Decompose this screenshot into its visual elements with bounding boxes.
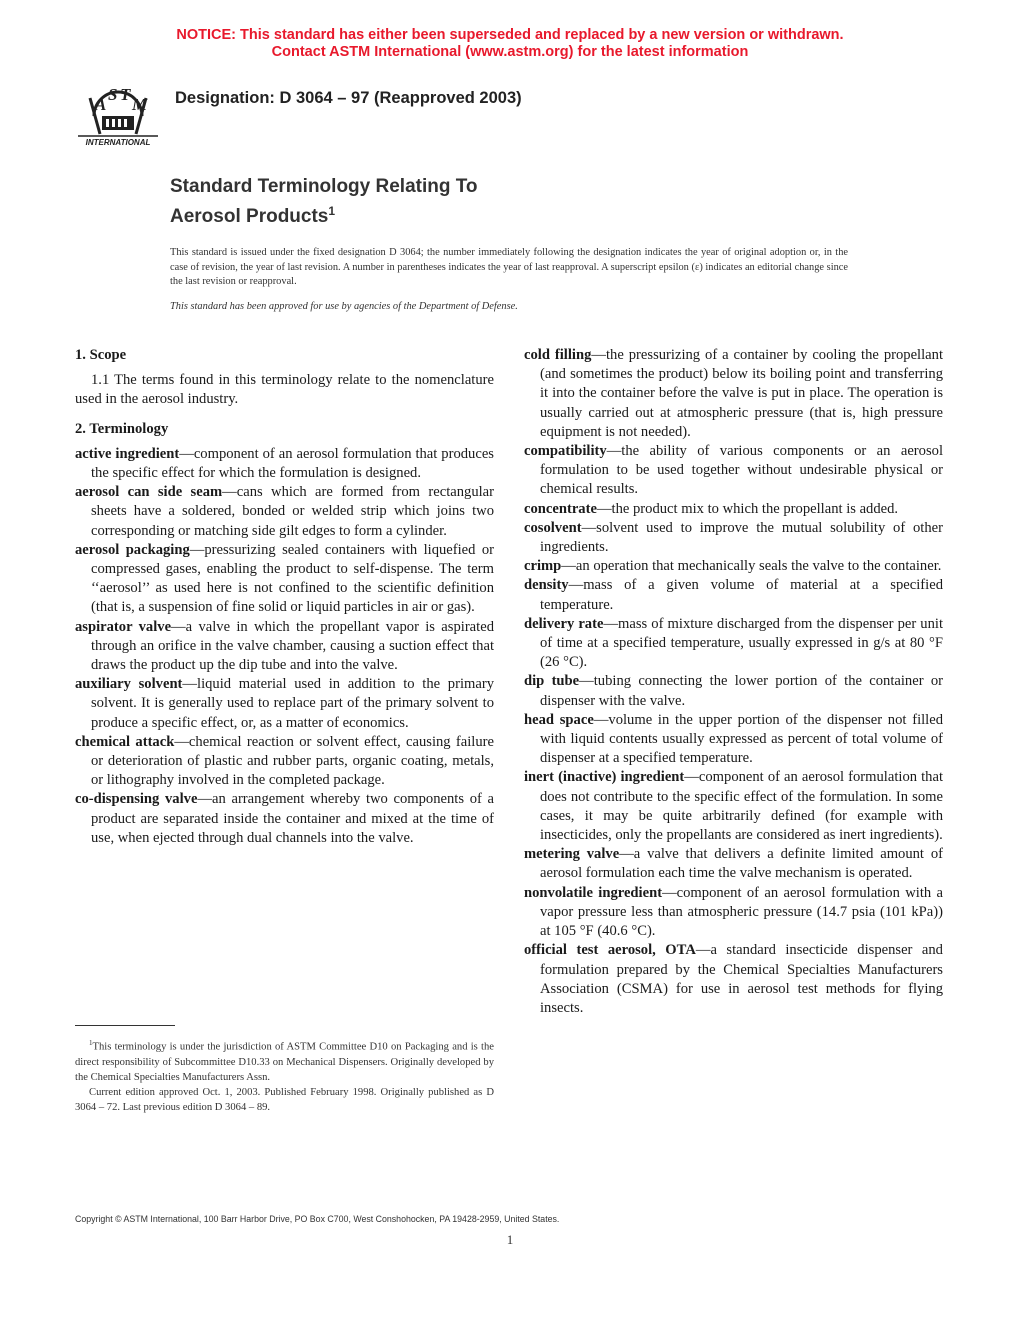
svg-text:S: S (108, 85, 118, 104)
svg-text:T: T (120, 85, 131, 104)
term-entry (524, 346, 943, 442)
term-definition: —the product mix to which the propellant is added. (596, 500, 899, 517)
footnote-text-2: Current edition approved Oct. 1, 2003. Published February 1998. Originally published as D 3064 – 72. Last previous edition D 3064 – 89. (75, 1086, 494, 1113)
term-name: chemical attack (75, 733, 175, 750)
svg-text:M: M (132, 95, 148, 114)
term-entry (524, 576, 943, 614)
svg-text:A: A (95, 95, 107, 114)
term-definition: —chemical reaction or solvent effect, causing failure or deterioration of plastic and rubber parts, organic coating, metals, or lithography involved in the completed package. (91, 733, 494, 789)
terminology-heading: 2. Terminology (75, 420, 169, 437)
copyright-line: Copyright © ASTM International, 100 Barr Harbor Drive, PO Box C700, West Conshohocken, PA 19428-2959, United States. (75, 1214, 560, 1224)
astm-logo (76, 76, 160, 148)
term-name: aerosol packaging (75, 541, 190, 558)
term-name: aspirator valve (75, 618, 172, 635)
term-definition: —a standard insecticide dispenser and formulation prepared by the Chemical Specialties Manufacturers Association (CSMA) for use in aerosol test methods for flying insects. (540, 942, 943, 1016)
term-definition: —component of an aerosol formulation that does not contribute to the specific effect of the formulation. In some cases, it may be quite arbitrarily defined (for example with insecticides, only the propellants are considered as inert ingredients). (540, 769, 943, 844)
term-name: metering valve (524, 846, 620, 863)
term-name: cosolvent (524, 519, 582, 536)
terms-list-right (524, 346, 943, 1018)
term-entry (75, 618, 494, 676)
title-line-1: Standard Terminology Relating To (170, 176, 478, 197)
term-definition: —pressurizing sealed containers with liquefied or compressed gases, enabling the product to self-dispense. The term ‘‘aerosol’’ as used here is not confined to the scientific definition (that is, a suspension of fine solid or liquid particles in air or gas). (91, 541, 494, 616)
designation: Designation: D 3064 – 97 (Reapproved 2003) (175, 89, 522, 107)
term-definition: —component of an aerosol formulation with a vapor pressure less than atmospheric pressure (14.7 psia (101 kPa)) at 105 °F (40.6 °C). (540, 884, 943, 940)
term-entry (524, 884, 943, 942)
term-entry (75, 445, 494, 483)
term-definition: —cans which are formed from rectangular sheets have a soldered, bonded or welded strip which joins two corresponding or matching side gilt edges to form a cylinder. (91, 484, 495, 539)
title-line-2: Aerosol Products (170, 206, 329, 227)
term-definition: —an operation that mechanically seals the valve to the container. (561, 558, 942, 575)
term-entry (524, 557, 943, 576)
term-definition: —a valve in which the propellant vapor is aspirated through an orifice in the valve chamber, causing a suction effect that draws the product up the dip tube and into the valve. (91, 618, 494, 674)
term-name: compatibility (524, 443, 607, 460)
term-entry (75, 675, 494, 733)
term-entry (75, 483, 494, 541)
term-name: active ingredient (75, 445, 180, 462)
term-definition: —a valve that delivers a definite limited amount of aerosol formulation each time the valve mechanism is operated. (540, 846, 943, 882)
term-name: dip tube (524, 673, 580, 690)
footnote-text-1: This terminology is under the jurisdiction of ASTM Committee D10 on Packaging and is the direct responsibility of Subcommittee D10.33 on Mechanical Dispensers. Originally developed by the Chemical Specialties Manufacturers Assn. (75, 1041, 494, 1083)
term-entry (524, 672, 943, 710)
term-name: density (524, 577, 569, 594)
term-definition: —an arrangement whereby two components of a product are separated inside the container and mixed at the time of use, when ejected through dual channels into the valve. (91, 791, 494, 846)
notice-line-2: Contact ASTM International (www.astm.org) for the latest information (271, 44, 749, 60)
term-entry (524, 711, 943, 769)
scope-heading: 1. Scope (75, 347, 127, 363)
term-definition: —component of an aerosol formulation that produces the specific effect for which the formulation is designed. (91, 445, 494, 482)
page-number: 1 (506, 1232, 514, 1247)
term-definition: —volume in the upper portion of the dispenser not filled with liquid contents usually expressed as percent of total volume of dispenser at a specified temperature. (540, 711, 944, 767)
term-definition: —tubing connecting the lower portion of the container or dispenser with the valve. (540, 673, 943, 709)
left-column (75, 346, 494, 848)
term-entry (524, 442, 943, 500)
term-definition: —mass of a given volume of material at a specified temperature. (540, 577, 943, 613)
term-entry (75, 541, 494, 618)
footnote (75, 1036, 494, 1115)
term-definition: —the ability of various components or an aerosol formulation to be used together without undesirable physical or chemical results. (540, 443, 943, 498)
term-name: official test aerosol, OTA (524, 942, 696, 959)
term-entry (75, 733, 494, 791)
term-name: crimp (524, 558, 562, 575)
term-name: cold filling (524, 347, 592, 363)
notice-line-1: NOTICE: This standard has either been superseded and replaced by a new version or withdrawn. (176, 27, 844, 43)
term-name: auxiliary solvent (75, 676, 183, 693)
term-entry (524, 941, 943, 1018)
term-definition: —mass of mixture discharged from the dispenser per unit of time at a specified temperature, usually expressed in g/s at 80 °F (26 °C). (540, 615, 944, 671)
term-entry (524, 519, 943, 557)
term-entry (524, 615, 943, 673)
issuance-statement: This standard is issued under the fixed designation D 3064; the number immediately following the designation indicates the year of original adoption or, in the case of revision, the year of last revision. A number in parentheses indicates the year of last reapproval. A superscript epsilon (ε) indicates an editorial change since the last revision or reapproval. (170, 247, 848, 288)
scope-text: 1.1 The terms found in this terminology relate to the nomenclature used in the aerosol industry. (75, 372, 494, 408)
term-name: head space (524, 711, 594, 728)
footnote-marker: 1 (89, 1039, 93, 1047)
document-title (170, 175, 478, 229)
terms-list-left (75, 445, 494, 848)
term-definition: —liquid material used in addition to the primary solvent. It is generally used to replace part of the primary solvent to produce a specific effect, or, as a matter of economics. (91, 676, 494, 731)
term-entry (524, 500, 943, 519)
title-footnote-marker: 1 (328, 204, 336, 218)
term-name: aerosol can side seam (75, 484, 223, 501)
term-name: co-dispensing valve (75, 791, 198, 808)
dod-approval-note: This standard has been approved for use by agencies of the Department of Defense. (170, 301, 518, 312)
term-definition: —the pressurizing of a container by cooling the propellant (and sometimes the product) below its boiling point and transferring it into the container before the valve is put in place. The operation is usually carried out at atmospheric pressure (that is, high pressure equipment is not needed). (540, 347, 943, 440)
term-definition: —solvent used to improve the mutual solubility of other ingredients. (540, 519, 943, 556)
term-name: delivery rate (524, 615, 604, 632)
logo-caption: INTERNATIONAL (85, 138, 151, 147)
term-entry (75, 790, 494, 848)
term-name: nonvolatile ingredient (524, 884, 663, 901)
term-entry (524, 845, 943, 883)
right-column (524, 346, 943, 1018)
term-entry (524, 768, 943, 845)
term-name: concentrate (524, 500, 597, 517)
term-name: inert (inactive) ingredient (524, 769, 685, 786)
footnote-rule (75, 1025, 175, 1026)
withdrawal-notice (0, 27, 1020, 61)
